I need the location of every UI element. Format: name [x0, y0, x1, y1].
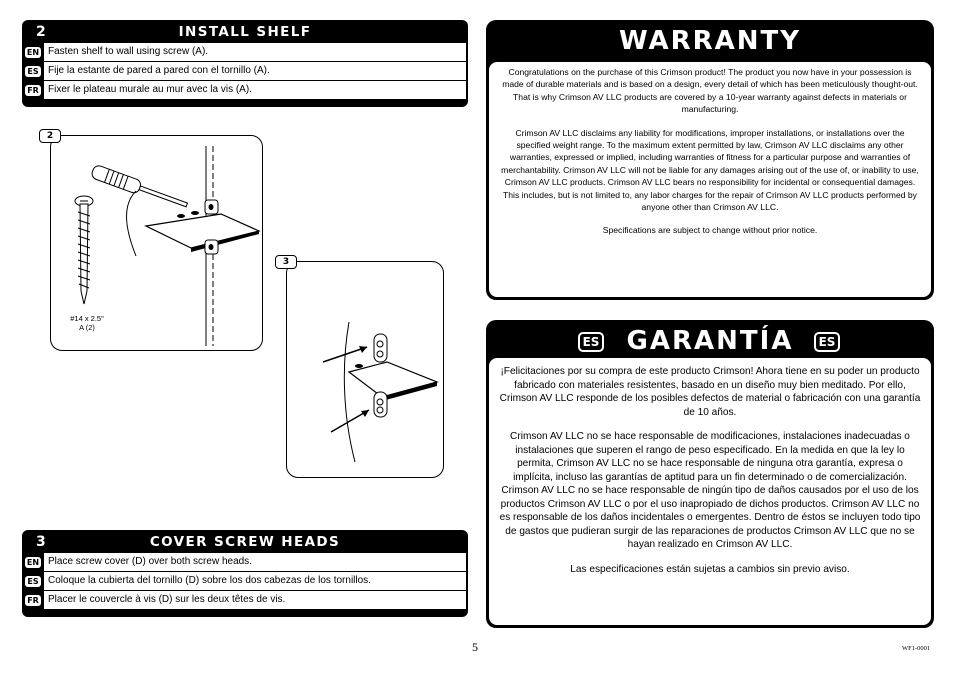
- instruction-text-fr: Fixer le plateau murale au mur avec la vis (A).: [44, 81, 466, 99]
- es-badge-left: ES: [578, 332, 604, 352]
- instruction-row-en: [22, 553, 468, 571]
- instruction-text-es: Coloque la cubierta del tornillo (D) sobre los dos cabezas de los tornillos.: [44, 572, 466, 590]
- es-badge-right: ES: [814, 332, 840, 352]
- screw-part: A (2): [79, 323, 95, 332]
- lang-badge-fr: FR: [25, 595, 41, 606]
- figure-2-label: 2: [39, 129, 61, 143]
- warranty-text: [489, 62, 931, 297]
- instruction-text-en: Place screw cover (D) over both screw heads.: [44, 553, 466, 571]
- garantia-paragraph-3: Las especificaciones están sujetas a cambios sin previo aviso.: [570, 563, 850, 575]
- step-title: COVER SCREW HEADS: [149, 534, 341, 550]
- figure-2-frame: [46, 131, 263, 351]
- garantia-header: [486, 320, 934, 362]
- instruction-row-fr: [22, 591, 468, 609]
- figure-3-label: 3: [275, 255, 297, 269]
- step-number: 3: [36, 534, 46, 550]
- instruction-row-es: [22, 572, 468, 590]
- instruction-row-en: [22, 43, 468, 61]
- step-number: 2: [36, 24, 46, 40]
- cover-screw-heads-panel: [22, 530, 468, 617]
- instruction-text-fr: Placer le couvercle à vis (D) sur les deux têtes de vis.: [44, 591, 466, 609]
- screw-cover-illustration: [287, 262, 445, 479]
- lang-badge-en: EN: [26, 557, 40, 567]
- garantia-text: [489, 358, 931, 625]
- cover-screw-heads-header: [22, 530, 468, 553]
- install-shelf-panel: [22, 20, 468, 107]
- garantia-paragraph-2: Crimson AV LLC no se hace responsable de modificaciones, instalaciones inadecuadas o instalaciones que superen el rango de peso especificado. En la medida en que la ley lo permita, Crimson AV LLC no se hace responsable de ninguna otra garantía, expresa o implícita, incluso las garantías de aptitud para un fin determinado o de comercialización. Crimson AV LLC no se hace responsable de ningún tipo de daños causados por el uso de los productos Crimson AV LLC o por el uso inapropiado de dichos productos. Crimson AV LLC no es responsable de los daños incidentales o emergentes. Dentro de éstos se incluyen todo tipo de gastos que pudieran surgir de las reparaciones de productos Crimson AV LLC que no se hayan realizado en Crimson AV LLC.: [499, 431, 921, 550]
- screw-caption: [61, 314, 113, 332]
- lang-badge-en: EN: [26, 47, 40, 57]
- page-number: 5: [472, 640, 478, 654]
- lang-badge-es: ES: [25, 576, 41, 587]
- figure-3-frame: [282, 257, 444, 478]
- document-code: WF1-0001: [902, 645, 931, 652]
- instruction-text-en: Fasten shelf to wall using screw (A).: [44, 43, 466, 61]
- instruction-text-es: Fije la estante de pared a pared con el tornillo (A).: [44, 62, 466, 80]
- garantia-title: GARANTÍA: [626, 326, 794, 356]
- install-shelf-header: [22, 20, 468, 43]
- warranty-box: [486, 20, 934, 300]
- warranty-paragraph-1: Congratulations on the purchase of this Crimson product! The product you now have in your possession is made of durable materials and is based on a design, every detail of which has been meticulously thought-out. That is why Crimson AV LLC products are covered by a 10-year warranty against defects in materials or manufacturing.: [502, 67, 918, 115]
- instruction-row-fr: [22, 81, 468, 99]
- warranty-paragraph-2: Crimson AV LLC disclaims any liability for modifications, improper installations, or installations over the specified weight range. To the maximum extent permitted by law, Crimson AV LLC disclaims any other warranties, expressed or implied, including warranties of fitness for a particular purpose and warranties of merchantability. Crimson AV LLC will not be liable for any damages arising out of the use of, or inability to use, Crimson AV LLC products. Crimson AV LLC bears no responsibility for incidental or consequential damages. This includes, but is not limited to, any labor charges for the repair of Crimson AV LLC products performed by anyone other than Crimson AV LLC.: [501, 127, 919, 213]
- warranty-title: WARRANTY: [618, 26, 802, 56]
- garantia-paragraph-1: ¡Felicitaciones por su compra de este producto Crimson! Ahora tiene en su poder un producto fabricado con materiales resistentes, basado en un diseño muy bien meditado. Por ello, Crimson AV LLC responde de los posibles defectos de material o fabricación con una garantía de 10 años.: [499, 366, 921, 418]
- instruction-row-es: [22, 62, 468, 80]
- garantia-box: [486, 320, 934, 628]
- lang-badge-fr: FR: [25, 85, 41, 96]
- warranty-paragraph-3: Specifications are subject to change without prior notice.: [602, 225, 818, 236]
- lang-badge-es: ES: [25, 66, 41, 77]
- screw-size: #14 x 2.5": [70, 314, 104, 323]
- step-title: INSTALL SHELF: [178, 24, 312, 40]
